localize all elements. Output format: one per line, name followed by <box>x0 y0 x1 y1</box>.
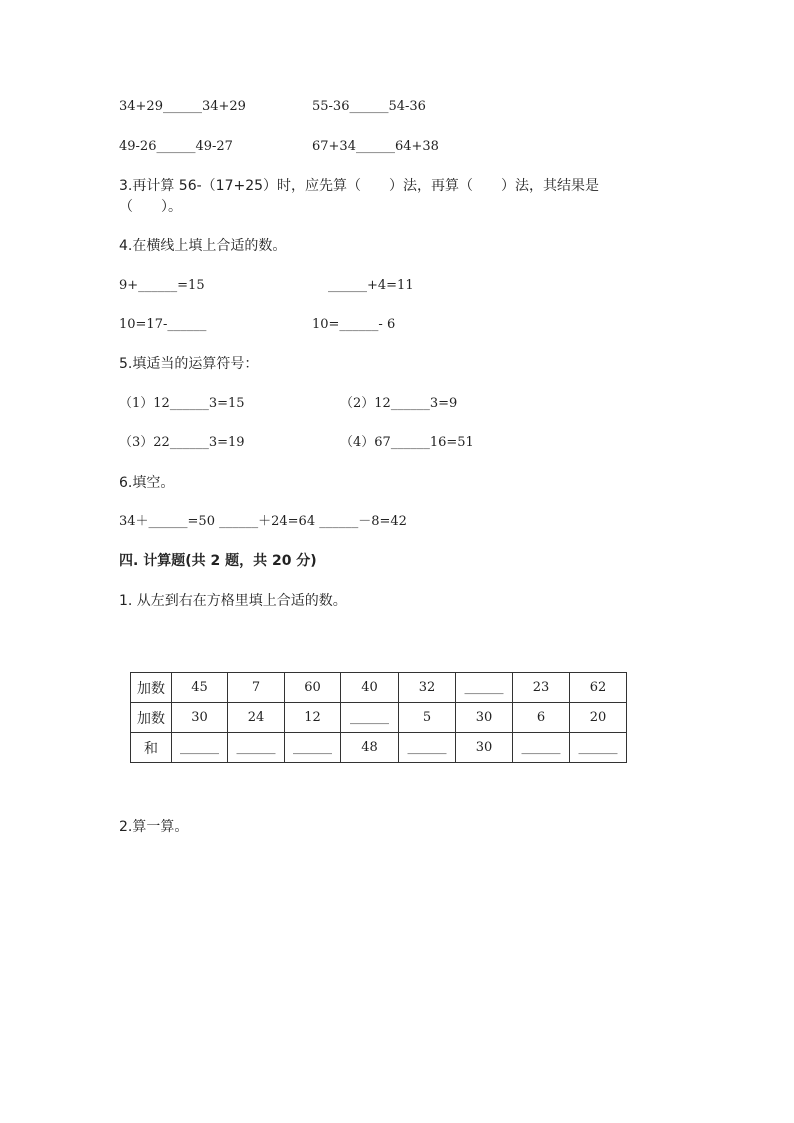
blank-cell: ______ <box>341 703 399 733</box>
question-4-item-3: 10=17-______ <box>119 317 207 332</box>
question-3-line-1: 3.再计算 56-（17+25）时，应先算（ ）法，再算（ ）法，其结果是 <box>119 178 600 194</box>
question-4-item-1: 9+______=15 <box>119 278 205 293</box>
value-cell: 60 <box>285 673 341 703</box>
question-4-item-4: 10=______- 6 <box>312 317 396 332</box>
value-cell: 40 <box>341 673 399 703</box>
blank-cell: ______ <box>570 733 627 763</box>
blank-cell: ______ <box>456 673 513 703</box>
value-cell: 12 <box>285 703 341 733</box>
value-cell: 62 <box>570 673 627 703</box>
question-3-line-2: （ ）。 <box>119 199 182 215</box>
sum-row <box>131 733 627 763</box>
compare-item-1: 34+29______34+29 <box>119 99 246 114</box>
value-cell: 20 <box>570 703 627 733</box>
value-cell: 24 <box>228 703 285 733</box>
row-header-cell: 和 <box>131 733 172 763</box>
value-cell: 30 <box>456 703 513 733</box>
value-cell: 6 <box>513 703 570 733</box>
compare-item-3: 49-26______49-27 <box>119 139 233 154</box>
blank-cell: ______ <box>285 733 341 763</box>
section-4-heading: 四. 计算题(共 2 题，共 20 分) <box>119 553 317 569</box>
value-cell: 45 <box>172 673 228 703</box>
addition-table <box>130 672 627 763</box>
value-cell: 32 <box>399 673 456 703</box>
value-cell: 5 <box>399 703 456 733</box>
value-cell: 23 <box>513 673 570 703</box>
blank-cell: ______ <box>172 733 228 763</box>
question-4-item-2: ______+4=11 <box>328 278 414 293</box>
question-6-title: 6.填空。 <box>119 475 175 491</box>
addend-row-1 <box>131 673 627 703</box>
blank-cell: ______ <box>513 733 570 763</box>
question-5-item-1: （1）12______3=15 <box>119 396 245 411</box>
question-5-item-2: （2）12______3=9 <box>340 396 458 411</box>
section-4-question-1-title: 1. 从左到右在方格里填上合适的数。 <box>119 593 347 609</box>
row-header-cell: 加数 <box>131 703 172 733</box>
question-5-item-3: （3）22______3=19 <box>119 435 245 450</box>
row-header-cell: 加数 <box>131 673 172 703</box>
blank-cell: ______ <box>228 733 285 763</box>
blank-cell: ______ <box>399 733 456 763</box>
compare-item-2: 55-36______54-36 <box>312 99 426 114</box>
question-4-title: 4.在横线上填上合适的数。 <box>119 238 287 254</box>
compare-item-4: 67+34______64+38 <box>312 139 439 154</box>
question-5-title: 5.填适当的运算符号： <box>119 356 259 372</box>
question-6-row: 34＋______=50 ______＋24=64 ______－8=42 <box>119 514 407 529</box>
section-4-question-2-title: 2.算一算。 <box>119 819 189 835</box>
value-cell: 7 <box>228 673 285 703</box>
value-cell: 30 <box>172 703 228 733</box>
value-cell: 30 <box>456 733 513 763</box>
question-5-item-4: （4）67______16=51 <box>340 435 474 450</box>
value-cell: 48 <box>341 733 399 763</box>
addend-row-2 <box>131 703 627 733</box>
